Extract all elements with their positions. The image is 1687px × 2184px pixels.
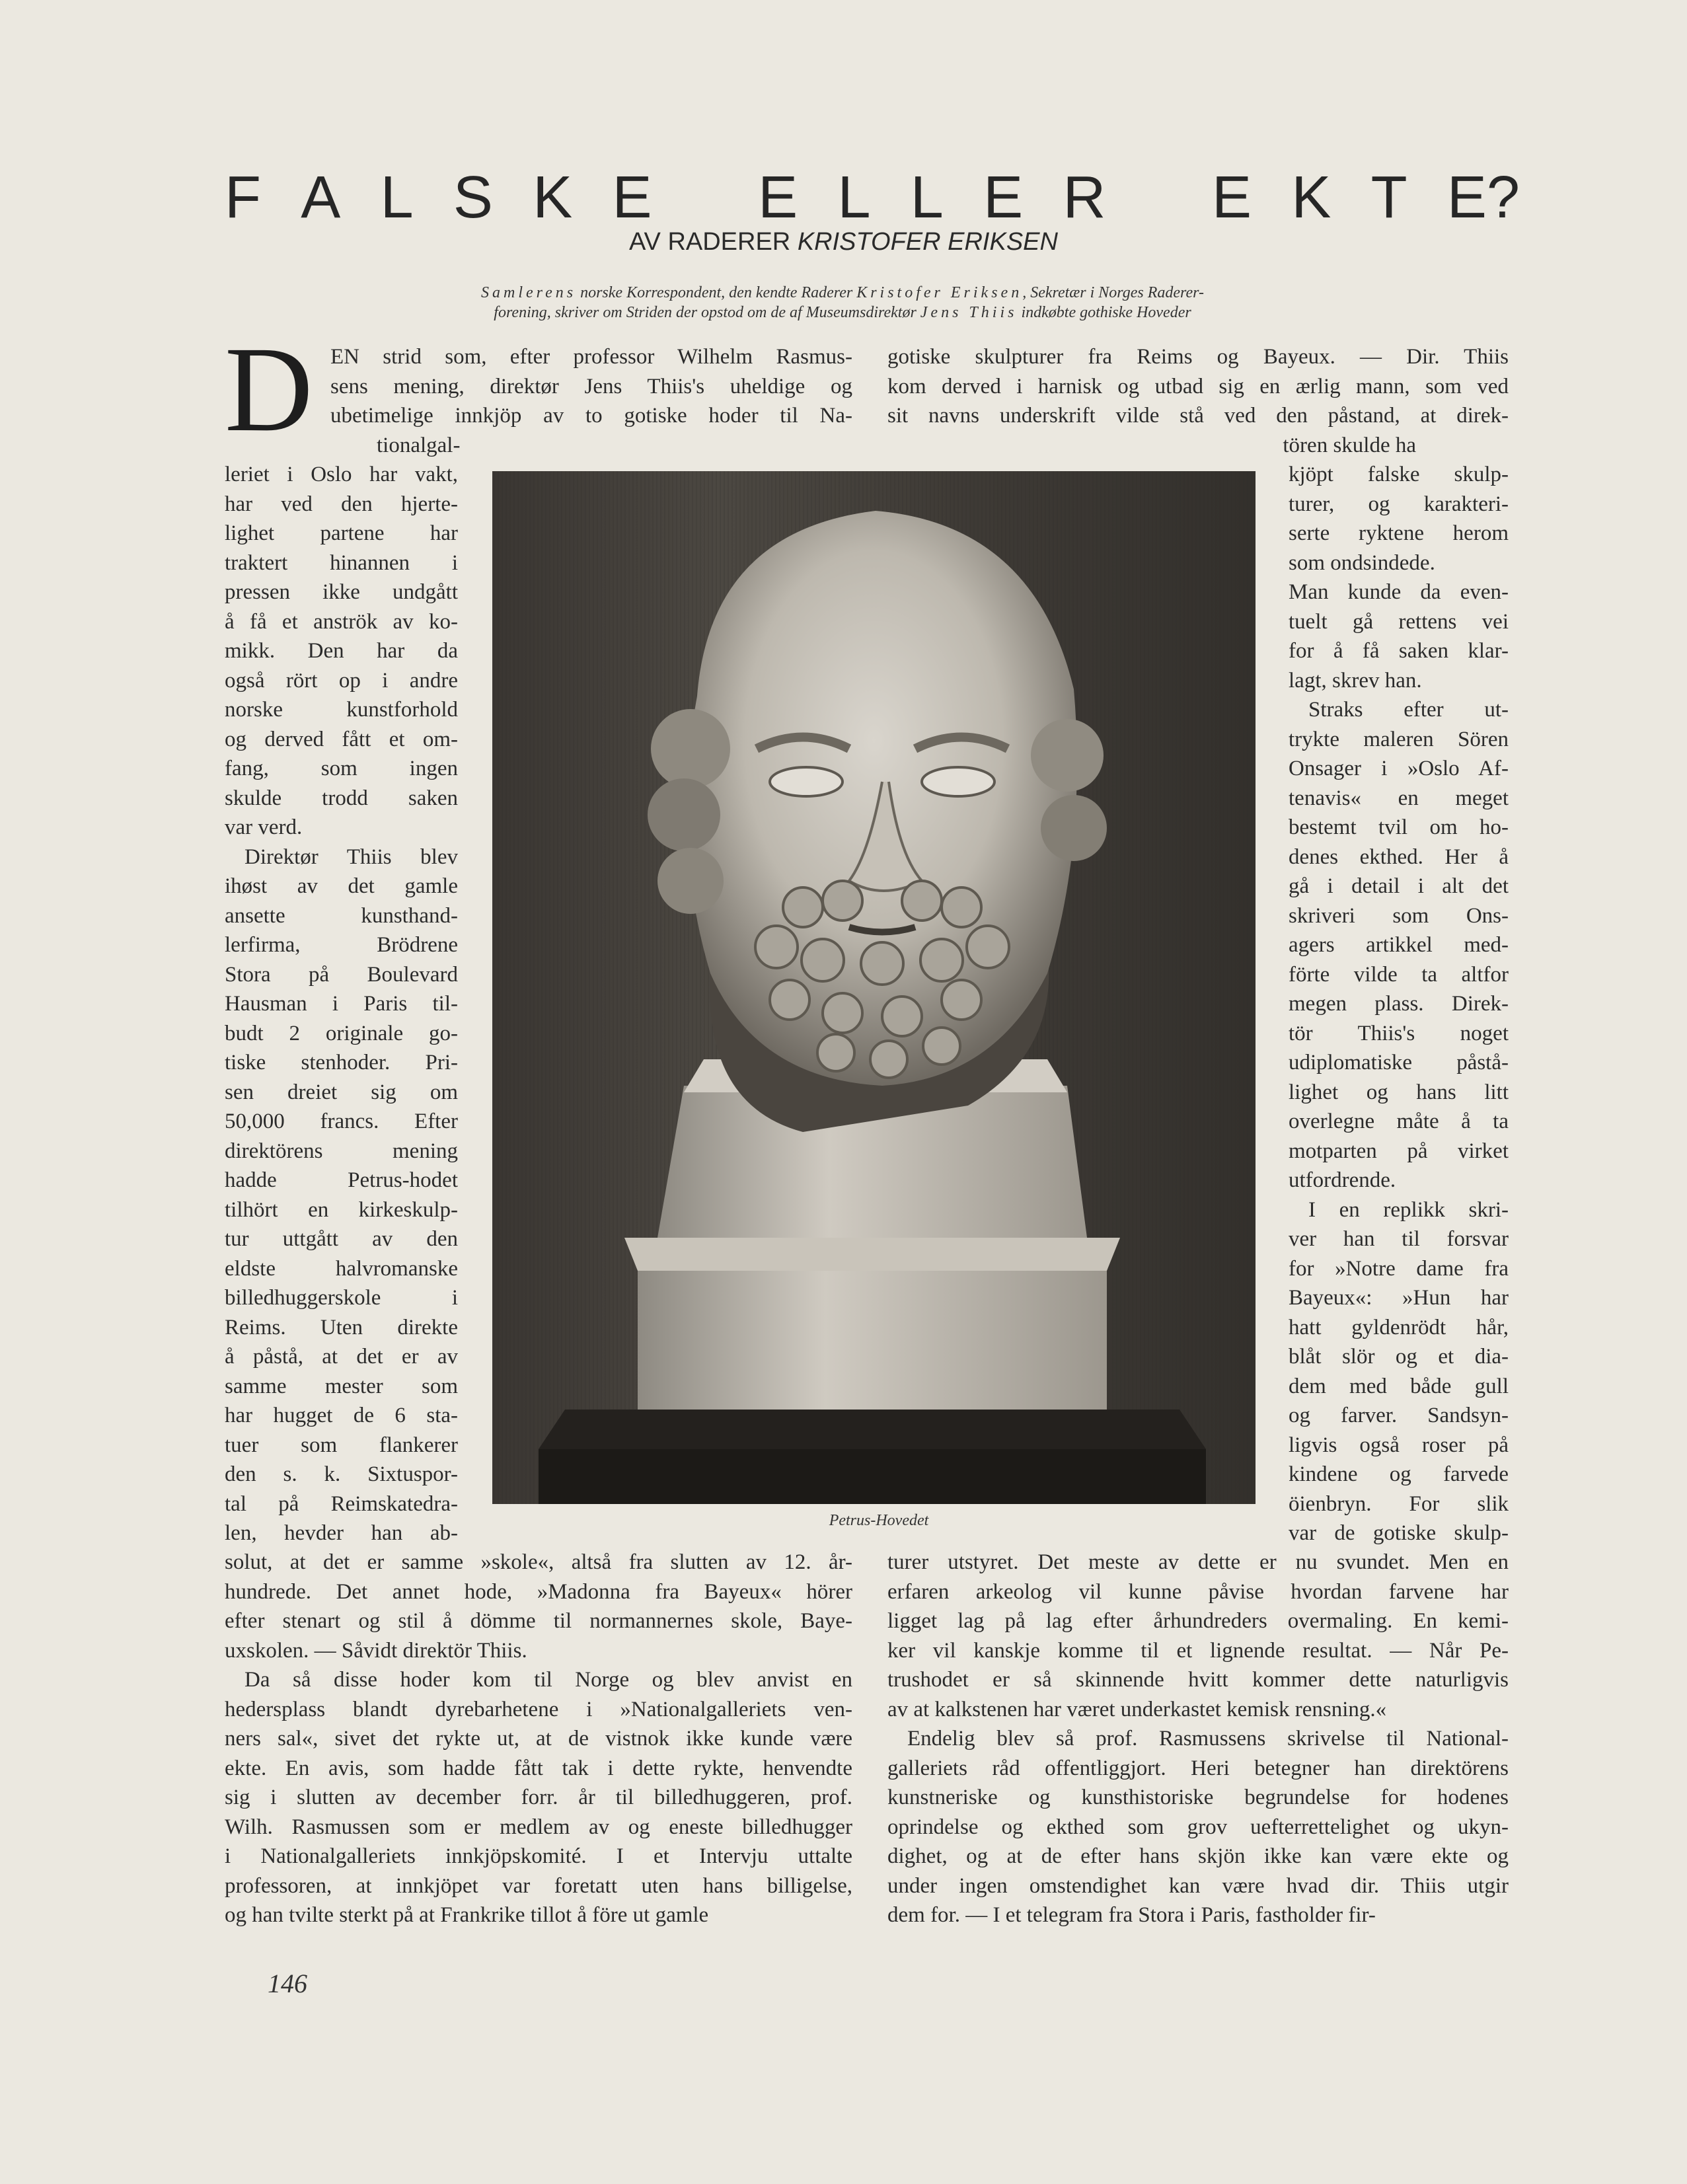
text-line: motparten på virket — [1289, 1139, 1509, 1163]
text-line: ihøst av det gamle — [225, 874, 458, 898]
byline-prefix: AV RADERER — [629, 228, 798, 256]
title-letter — [1146, 164, 1172, 232]
text-line: Wilh. Rasmussen som er medlem av og eneste billedhugger — [225, 1815, 852, 1839]
text-line: hedersplass blandt dyrebarhetene i »Nationalgalleriets ven- — [225, 1697, 852, 1721]
text-line: under ingen omstendighet kan være hvad dir. Thiis utgir — [887, 1873, 1509, 1898]
text-line: len, hevder han ab- — [225, 1521, 458, 1545]
text-line: trushodet er så skinnende hvitt kommer dette naturligvis — [887, 1668, 1509, 1692]
sculpture-illustration — [492, 471, 1256, 1504]
text-line: lerfirma, Brödrene — [225, 933, 458, 957]
text-line: Bayeux«: »Hun har — [1289, 1286, 1509, 1310]
text-line: har hugget de 6 sta- — [225, 1404, 458, 1427]
text-line: blåt slör og et dia- — [1289, 1345, 1509, 1369]
text-line: förte vilde ta altfor — [1289, 962, 1509, 987]
text-line: tilhört en kirkeskulp- — [225, 1197, 458, 1222]
text-line: ubetimelige innkjöp av to gotiske hoder til Na- — [330, 404, 852, 428]
text-line: for »Notre dame fra — [1289, 1256, 1509, 1281]
text-line: Stora på Boulevard — [225, 962, 458, 987]
text-line: hatt gyldenrödt hår, — [1289, 1315, 1509, 1339]
text-line: norske kunstforhold — [225, 698, 458, 722]
col1-wide — [225, 1548, 852, 1930]
byline — [0, 228, 1687, 256]
text-line: mikk. Den har da — [225, 639, 458, 663]
title-letter — [692, 164, 718, 232]
text-line: av at kalkstenen har været underkastet kemisk rensning.« — [887, 1697, 1387, 1721]
text-line: ver han til forsvar — [1289, 1227, 1509, 1251]
subtitle-part: Kristofer Eriksen — [856, 284, 1023, 301]
text-line: leriet i Oslo har vakt, — [225, 463, 458, 486]
text-line: å få et anströk av ko- — [225, 609, 458, 634]
text-line: ligvis også roser på — [1289, 1433, 1509, 1457]
text-line: bestemt tvil om ho- — [1289, 815, 1509, 839]
text-line: hadde Petrus-hodet — [225, 1168, 458, 1192]
title-letter: L — [910, 165, 944, 231]
title-letter: R — [1063, 165, 1106, 231]
text-line: samme mester som — [225, 1374, 458, 1398]
text-line: for å få saken klar- — [1289, 639, 1509, 663]
text-line: lagt, skrev han. — [1289, 668, 1422, 693]
col1-narrow — [225, 460, 458, 1548]
page-number: 146 — [268, 1969, 307, 1998]
subtitle — [330, 283, 1355, 322]
text-line: den s. k. Sixtuspor- — [225, 1462, 458, 1486]
text-line: EN strid som, efter professor Wilhelm Rasmus- — [330, 345, 852, 369]
text-line: var verd. — [225, 815, 303, 839]
text-line: Onsager i »Oslo Af- — [1289, 757, 1509, 780]
text-line: tören skulde ha — [1283, 433, 1416, 457]
text-line: og farver. Sandsyn- — [1289, 1404, 1509, 1427]
text-line: tör Thiis's noget — [1289, 1021, 1509, 1045]
text-line: turer, og karakteri- — [1289, 492, 1509, 516]
text-line: traktert hinannen i — [225, 550, 458, 575]
text-line: Reims. Uten direkte — [225, 1315, 458, 1339]
text-line: budt 2 originale go- — [225, 1021, 458, 1045]
text-line: ansette kunsthand- — [225, 903, 458, 928]
text-line: kindene og farvede — [1289, 1462, 1509, 1486]
petrus-head-photo — [492, 471, 1256, 1504]
text-line: ners sal«, sivet det rykte ut, at de vistnok ikke kunde være — [225, 1727, 852, 1751]
text-line: ekte. En avis, som hadde fått tak i dette rykte, henvendte — [225, 1756, 852, 1780]
text-line: sen dreiet sig om — [225, 1080, 458, 1104]
text-line: udiplomatiske påstå- — [1289, 1051, 1509, 1074]
subtitle-part: indkøbte gothiske Hoveder — [1017, 304, 1191, 321]
text-line: erfaren arkeolog vil kunne påvise hvordan farvene har — [887, 1579, 1509, 1604]
text-line: Endelig blev så prof. Rasmussens skrivelse til National- — [907, 1727, 1509, 1751]
text-line: kunstneriske og kunsthistoriske begrundelse for hodenes — [887, 1786, 1509, 1809]
col2-intro — [887, 342, 1509, 460]
text-line: ker vil kanskje komme til et lignende resultat. — Når Pe- — [887, 1638, 1509, 1663]
col2-narrow — [1289, 460, 1509, 1548]
subtitle-part: , Sekretær i Norges Raderer- — [1022, 284, 1205, 301]
title-letter: E? — [1446, 165, 1520, 231]
author-name: KRISTOFER ERIKSEN — [797, 228, 1058, 256]
text-line: å påstå, at det er av — [225, 1345, 458, 1369]
text-line: pressen ikke undgått — [225, 580, 458, 604]
text-line: kjöpt falske skulp- — [1289, 463, 1509, 486]
text-line: tiske stenhoder. Pri- — [225, 1051, 458, 1074]
text-line: Hausman i Paris til- — [225, 992, 458, 1016]
article-title — [225, 164, 1520, 232]
title-letter: A — [301, 165, 341, 231]
text-line: skulde trodd saken — [225, 786, 458, 810]
title-letter: L — [380, 165, 414, 231]
text-line: serte ryktene herom — [1289, 521, 1509, 545]
text-line: i Nationalgalleriets innkjöpskomité. I et Intervju uttalte — [225, 1844, 852, 1868]
text-line: og han tvilte sterkt på at Frankrike tillot å före ut gamle — [225, 1903, 709, 1927]
text-line: tenavis« en meget — [1289, 786, 1509, 810]
text-line: turer utstyret. Det meste av dette er nu svundet. Men en — [887, 1550, 1509, 1574]
text-line: trykte maleren Sören — [1289, 727, 1509, 751]
text-line: tal på Reimskatedra- — [225, 1491, 458, 1516]
text-line: kom derved i harnisk og utbad sig en ærlig mann, som ved — [887, 374, 1509, 398]
text-line: utfordrende. — [1289, 1168, 1396, 1192]
text-line: skriveri som Ons- — [1289, 903, 1509, 928]
text-line: og derved fått et om- — [225, 727, 458, 751]
text-line: sens mening, direktør Jens Thiis's uheldige og — [330, 374, 852, 398]
title-letter: E — [612, 165, 652, 231]
text-line: oprindelse og ekthed som grov uefterrettelighet og ukyn- — [887, 1815, 1509, 1839]
title-letter: K — [533, 165, 573, 231]
text-line: Man kunde da even- — [1289, 580, 1509, 604]
title-letter: E — [983, 165, 1024, 231]
text-line: eldste halvromanske — [225, 1256, 458, 1281]
text-line: megen plass. Direk- — [1289, 992, 1509, 1016]
subtitle-part: forening, skriver om Striden der opstod om de af Museumsdirektør — [494, 304, 920, 321]
text-line: dighet, og at de efter hans skjön ikke kan være ekte og — [887, 1844, 1509, 1868]
subtitle-part: Samlerens — [480, 284, 577, 301]
text-line: overlegne måte å ta — [1289, 1110, 1509, 1133]
title-letter: S — [453, 165, 493, 231]
text-line: billedhuggerskole i — [225, 1286, 458, 1310]
text-line: tuer som flankerer — [225, 1433, 458, 1457]
text-line: også rört op i andre — [225, 668, 458, 693]
subtitle-part: norske Korrespondent, den kendte Raderer — [576, 284, 857, 301]
text-line: galleriets råd offentliggjort. Heri betegner han direktörens — [887, 1756, 1509, 1780]
text-line: solut, at det er samme »skole«, altså fra slutten av 12. år- — [225, 1550, 852, 1574]
text-line: lighet partene har — [225, 521, 458, 545]
title-letter: E — [1212, 165, 1252, 231]
text-line: dem med både gull — [1289, 1374, 1509, 1398]
text-line: efter stenart og stil å dömme til normannernes skole, Baye- — [225, 1609, 852, 1633]
text-line: ligget lag på lag efter århundreders overmaling. En kemi- — [887, 1609, 1509, 1633]
text-line: Direktør Thiis blev — [244, 845, 458, 869]
text-line: agers artikkel med- — [1289, 933, 1509, 957]
text-line: sit navns underskrift vilde stå ved den påstand, at direk- — [887, 404, 1509, 428]
text-line: har ved den hjerte- — [225, 492, 458, 516]
title-letter: T — [1370, 165, 1407, 231]
text-line: hundrede. Det annet hode, »Madonna fra Bayeux« hörer — [225, 1579, 852, 1604]
photo-caption: Petrus-Hovedet — [829, 1512, 929, 1529]
col1-intro — [330, 342, 852, 460]
drop-cap: D — [225, 322, 313, 457]
text-line: Straks efter ut- — [1308, 698, 1509, 722]
text-line: öienbryn. For slik — [1289, 1491, 1509, 1516]
text-line: 50,000 francs. Efter — [225, 1110, 458, 1133]
text-line: tur uttgått av den — [225, 1227, 458, 1251]
text-line: sig i slutten av december forr. år til billedhuggeren, prof. — [225, 1786, 852, 1809]
text-line: gå i detail i alt det — [1289, 874, 1509, 898]
text-line: som ondsindede. — [1289, 550, 1435, 575]
title-letter: F — [225, 165, 261, 231]
text-line: dem for. — I et telegram fra Stora i Paris, fastholder fir- — [887, 1903, 1376, 1927]
text-line: tuelt gå rettens vei — [1289, 609, 1509, 634]
text-line: var de gotiske skulp- — [1289, 1521, 1509, 1545]
text-line: tionalgal- — [377, 433, 461, 457]
title-letter: L — [837, 165, 871, 231]
col2-wide — [887, 1548, 1509, 1930]
title-letter: K — [1291, 165, 1331, 231]
text-line: Da så disse hoder kom til Norge og blev anvist en — [244, 1668, 852, 1692]
subtitle-part: Jens Thiis — [920, 304, 1018, 321]
text-line: denes ekthed. Her å — [1289, 845, 1509, 869]
text-line: fang, som ingen — [225, 757, 458, 780]
text-line: I en replikk skri- — [1308, 1197, 1509, 1222]
text-line: gotiske skulpturer fra Reims og Bayeux. — Dir. Thiis — [887, 345, 1509, 369]
text-line: professoren, at innkjöpet var foretatt uten hans billigelse, — [225, 1873, 852, 1898]
text-line: lighet og hans litt — [1289, 1080, 1509, 1104]
text-line: uxskolen. — Såvidt direktör Thiis. — [225, 1638, 527, 1663]
text-line: direktörens mening — [225, 1139, 458, 1163]
title-letter: E — [758, 165, 798, 231]
